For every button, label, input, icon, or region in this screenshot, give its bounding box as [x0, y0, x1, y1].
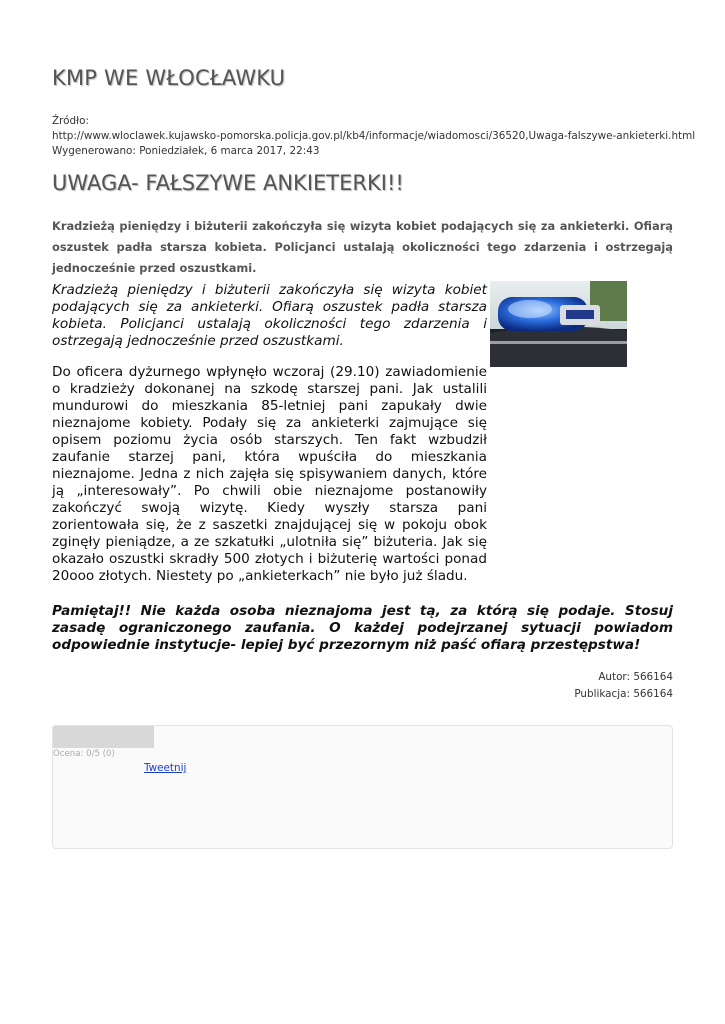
article-lead: Kradzieżą pieniędzy i biżuterii zakończyła się wizyta kobiet podających się za ankieterki. Ofiarą oszustek padła starsza kobieta. Policjanci ustalają okoliczności tego zdarzenia i ostrzegają jednocześnie przed oszustkami. [52, 219, 673, 275]
source-url[interactable]: http://www.wloclawek.kujawsko-pomorska.policja.gov.pl/kb4/informacje/wiadomosci/36520,Uwaga-falszywe-ankieterki.html [52, 130, 696, 142]
article-warning: Pamiętaj!! Nie każda osoba nieznajoma jest tą, za którą się podaje. Stosuj zasadę ograniczonego zaufania. O każdej podejrzanej sytuacji powiadom odpowiednie instytucje- lepiej być przezornym niż paść ofiarą przestępstwa! [52, 603, 673, 653]
article-author: Autor: 566164 [598, 671, 673, 683]
article-title: UWAGA- FAŁSZYWE ANKIETERKI!! [52, 171, 404, 195]
source-label: Źródło: [52, 115, 89, 127]
rating-text: Ocena: 0/5 (0) [53, 749, 115, 759]
police-car-photo [490, 281, 627, 367]
source-meta [52, 114, 695, 159]
article-body: Do oficera dyżurnego wpłynęło wczoraj (29.10) zawiadomienie o kradzieży dokonanej na szkodę starszej pani. Jak ustalili mundurowi do mieszkania 85-letniej pani zapukały dwie nieznajome kobiety. Podały się za ankieterki zajmujące się opisem poziomu życia osób starszych. Ten fakt wzbudził zaufanie starzej pani, która wpuściła do mieszkania nieznajome. Jedna z nich zajęła się spisywaniem danych, które ją „interesowały”. Po chwili obie nieznajome postanowiły zakończyć swoją wizytę. Kiedy wyszły starsza pani zorientowała się, że z saszetki znajdującej się w pokoju obok zginęły pieniądze, a ze szkatułki „ulotniła się” biżuteria. Jak się okazało oszustki skradły 500 złotych i biżuterię wartości ponad 20ooo złotych. Niestety po „ankieterkach” nie było już śladu. [52, 364, 487, 584]
generated-date: Wygenerowano: Poniedziałek, 6 marca 2017, 22:43 [52, 145, 320, 157]
article-intro: Kradzieżą pieniędzy i biżuterii zakończyła się wizyta kobiet podających się za ankieterki. Ofiarą oszustek padła starsza kobieta. Policjanci ustalają okoliczności tego zdarzenia i ostrzegają jednocześnie przed oszustkami. [52, 282, 487, 349]
police-light-image [490, 281, 627, 367]
rating-bar[interactable] [53, 726, 154, 748]
site-title: KMP WE WŁOCŁAWKU [52, 66, 286, 90]
rating-share-panel [52, 725, 673, 849]
article-publication: Publikacja: 566164 [574, 688, 673, 700]
tweet-link[interactable]: Tweetnij [144, 762, 187, 774]
